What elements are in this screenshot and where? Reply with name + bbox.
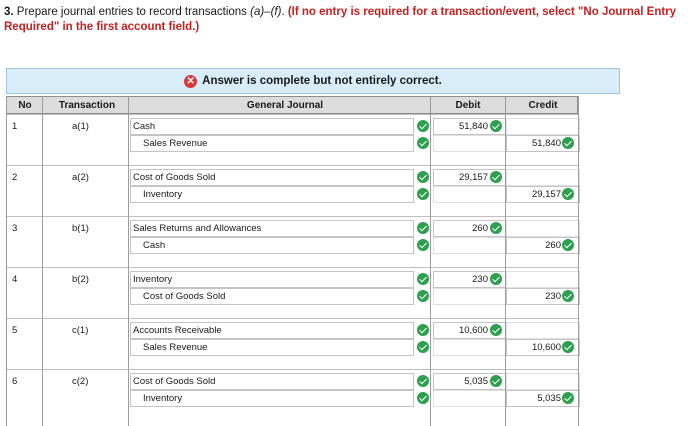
debit-empty-field[interactable] xyxy=(433,237,507,254)
credit-account-name: Cash xyxy=(143,240,166,251)
row-transaction: a(1) xyxy=(72,121,89,132)
check-icon xyxy=(417,324,429,336)
row-number: 5 xyxy=(12,325,18,336)
credit-empty-field[interactable] xyxy=(506,322,580,339)
credit-account-field[interactable] xyxy=(130,237,414,254)
credit-account-field[interactable] xyxy=(130,390,414,407)
check-icon xyxy=(562,188,574,200)
header-debit: Debit xyxy=(455,100,481,111)
divider xyxy=(42,96,43,426)
row-transaction: c(2) xyxy=(72,376,89,387)
check-icon xyxy=(417,120,429,132)
debit-empty-field[interactable] xyxy=(433,135,507,152)
debit-account-field[interactable] xyxy=(130,373,414,390)
credit-account-name: Sales Revenue xyxy=(143,342,208,353)
table-row xyxy=(6,318,578,370)
check-icon xyxy=(562,239,574,251)
debit-account-field[interactable] xyxy=(130,322,414,339)
credit-account-field[interactable] xyxy=(130,339,414,356)
question-number: 3. xyxy=(4,6,14,18)
header-transaction: Transaction xyxy=(58,100,116,111)
credit-empty-field[interactable] xyxy=(506,220,580,237)
question-prompt: Prepare journal entries to record transactions xyxy=(16,6,251,18)
debit-empty-field[interactable] xyxy=(433,390,507,407)
row-number: 3 xyxy=(12,223,18,234)
divider xyxy=(578,96,579,426)
check-icon xyxy=(417,188,429,200)
debit-account-name: Cost of Goods Sold xyxy=(133,376,216,387)
journal-table xyxy=(6,96,578,404)
debit-account-name: Cost of Goods Sold xyxy=(133,172,216,183)
result-banner xyxy=(6,68,620,94)
debit-amount: 230 xyxy=(472,274,488,285)
divider xyxy=(6,96,7,426)
check-icon xyxy=(417,171,429,183)
check-icon xyxy=(562,392,574,404)
question-range: (a)–(f) xyxy=(250,6,282,18)
check-icon xyxy=(490,171,502,183)
check-icon xyxy=(490,273,502,285)
table-row xyxy=(6,216,578,268)
debit-account-name: Accounts Receivable xyxy=(133,325,222,336)
row-number: 6 xyxy=(12,376,18,387)
credit-amount: 10,600 xyxy=(531,342,561,353)
row-number: 4 xyxy=(12,274,18,285)
credit-amount: 29,157 xyxy=(531,189,561,200)
result-banner-text: Answer is complete but not entirely correct. xyxy=(202,75,442,87)
credit-amount: 260 xyxy=(545,240,561,251)
row-transaction: b(2) xyxy=(72,274,89,285)
check-icon xyxy=(417,239,429,251)
check-icon xyxy=(562,341,574,353)
table-row xyxy=(6,267,578,319)
table-row xyxy=(6,114,578,166)
row-transaction: a(2) xyxy=(72,172,89,183)
check-icon xyxy=(417,290,429,302)
debit-account-field[interactable] xyxy=(130,118,414,135)
table-header xyxy=(6,96,578,114)
divider xyxy=(430,96,431,426)
credit-amount: 51,840 xyxy=(531,138,561,149)
check-icon xyxy=(417,375,429,387)
credit-empty-field[interactable] xyxy=(506,169,580,186)
check-icon xyxy=(562,137,574,149)
credit-account-name: Inventory xyxy=(143,393,183,404)
credit-empty-field[interactable] xyxy=(506,373,580,390)
row-number: 1 xyxy=(12,121,18,132)
debit-empty-field[interactable] xyxy=(433,339,507,356)
debit-empty-field[interactable] xyxy=(433,288,507,305)
debit-amount: 51,840 xyxy=(458,121,488,132)
debit-amount: 29,157 xyxy=(458,172,488,183)
debit-account-field[interactable] xyxy=(130,271,414,288)
check-icon xyxy=(562,290,574,302)
debit-amount: 5,035 xyxy=(464,376,488,387)
debit-account-name: Inventory xyxy=(133,274,173,285)
credit-amount: 5,035 xyxy=(537,393,561,404)
check-icon xyxy=(490,222,502,234)
header-credit: Credit xyxy=(528,100,558,111)
check-icon xyxy=(490,324,502,336)
table-row xyxy=(6,369,578,421)
row-number: 2 xyxy=(12,172,18,183)
row-transaction: b(1) xyxy=(72,223,89,234)
check-icon xyxy=(417,341,429,353)
check-icon xyxy=(417,273,429,285)
check-icon xyxy=(417,392,429,404)
table-row xyxy=(6,165,578,217)
credit-account-field[interactable] xyxy=(130,288,414,305)
question-instruction: (If no entry is required for a transaction/event, select "No Journal Entry Required" in the first account field.) xyxy=(4,6,677,33)
debit-empty-field[interactable] xyxy=(433,186,507,203)
divider xyxy=(128,96,129,426)
credit-empty-field[interactable] xyxy=(506,271,580,288)
credit-account-name: Sales Revenue xyxy=(143,138,208,149)
debit-amount: 260 xyxy=(472,223,488,234)
check-icon xyxy=(417,137,429,149)
credit-empty-field[interactable] xyxy=(506,118,580,135)
header-no: No xyxy=(18,100,32,111)
credit-account-name: Inventory xyxy=(143,189,183,200)
debit-account-name: Sales Returns and Allowances xyxy=(133,223,262,234)
debit-account-field[interactable] xyxy=(130,169,414,186)
check-icon xyxy=(490,375,502,387)
credit-account-field[interactable] xyxy=(130,186,414,203)
x-circle-icon: ✕ xyxy=(184,75,197,88)
check-icon xyxy=(490,120,502,132)
credit-account-name: Cost of Goods Sold xyxy=(143,291,226,302)
row-transaction: c(1) xyxy=(72,325,89,336)
credit-amount: 230 xyxy=(545,291,561,302)
header-general-journal: General Journal xyxy=(246,100,324,111)
question-sep: . xyxy=(281,6,288,18)
debit-amount: 10,600 xyxy=(458,325,488,336)
check-icon xyxy=(417,222,429,234)
debit-account-name: Cash xyxy=(133,121,156,132)
question-text xyxy=(4,5,694,34)
debit-account-field[interactable] xyxy=(130,220,414,237)
divider xyxy=(505,96,506,426)
credit-account-field[interactable] xyxy=(130,135,414,152)
